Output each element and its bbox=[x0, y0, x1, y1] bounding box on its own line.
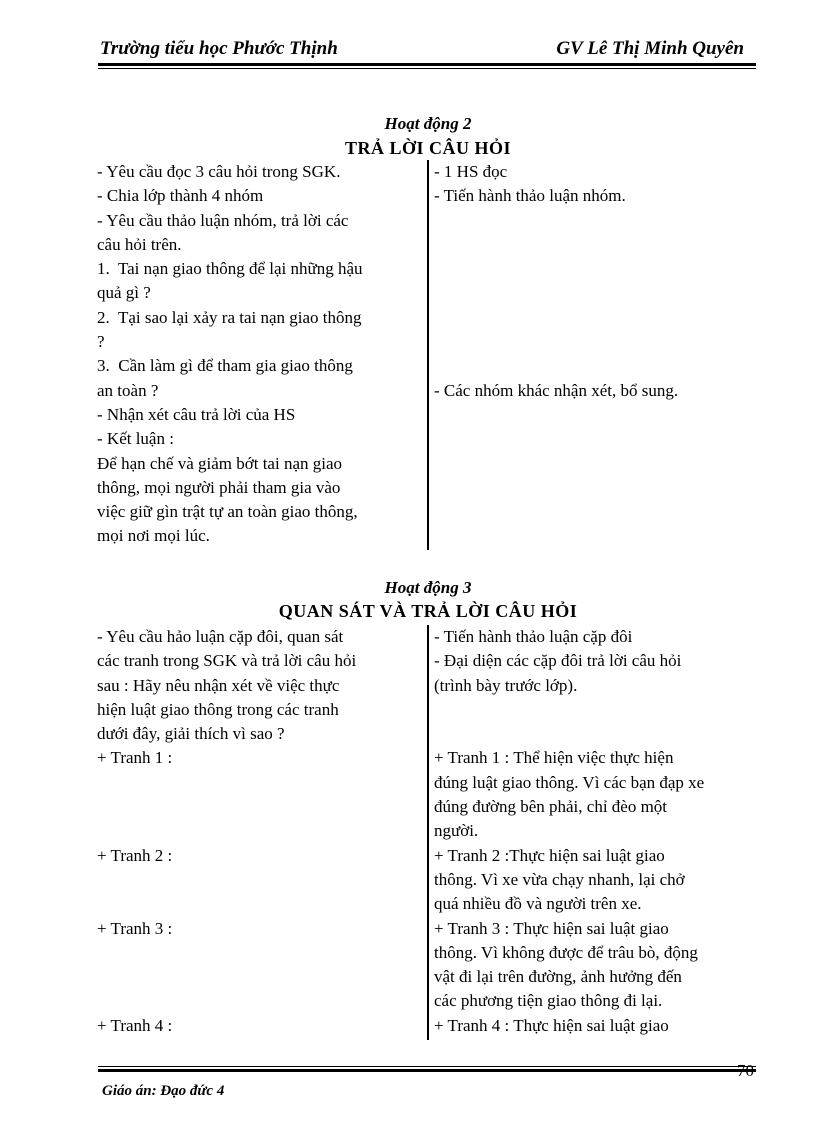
section2-left-column bbox=[97, 625, 356, 1038]
text-line: quá nhiều đồ và người trên xe. bbox=[434, 894, 642, 914]
footer-label: Giáo án: Đạo đức 4 bbox=[102, 1083, 225, 1099]
text-line: + Tranh 3 : bbox=[97, 918, 173, 938]
section1-right-column bbox=[434, 160, 678, 403]
text-line bbox=[97, 989, 356, 1013]
text-line: các phương tiện giao thông đi lại. bbox=[434, 991, 663, 1011]
text-line bbox=[434, 354, 678, 378]
text-line: + Tranh 2 :Thực hiện sai luật giao bbox=[434, 845, 665, 865]
section2-right-column bbox=[434, 625, 704, 1038]
page-number: 70 bbox=[737, 1061, 754, 1080]
text-line bbox=[97, 819, 356, 843]
text-line bbox=[434, 281, 678, 305]
text-line: dưới đây, giải thích vì sao ? bbox=[97, 724, 285, 744]
section1-column-divider bbox=[427, 160, 429, 550]
text-line: - Các nhóm khác nhận xét, bổ sung. bbox=[434, 380, 679, 400]
section1-subtitle: Hoạt động 2 bbox=[384, 114, 472, 133]
text-line: + Tranh 2 : bbox=[97, 845, 173, 865]
text-line: + Tranh 4 : bbox=[97, 1015, 173, 1035]
section2-column-divider bbox=[427, 625, 429, 1040]
text-line bbox=[434, 722, 704, 746]
section1-title: TRẢ LỜI CÂU HỎI bbox=[344, 138, 512, 158]
text-line bbox=[434, 209, 678, 233]
text-line: - 1 HS đọc bbox=[434, 162, 508, 181]
header-rule-thin bbox=[98, 68, 756, 69]
footer-rule-thin bbox=[98, 1066, 756, 1067]
section2-title: QUAN SÁT VÀ TRẢ LỜI CÂU HỎI bbox=[278, 601, 578, 621]
text-line: sau : Hãy nêu nhận xét về việc thực bbox=[97, 675, 340, 695]
text-line: ? bbox=[97, 332, 105, 352]
text-line: - Yêu cầu thảo luận nhóm, trả lời các bbox=[97, 210, 349, 230]
text-line: + Tranh 3 : Thực hiện sai luật giao bbox=[434, 918, 669, 938]
text-line: an toàn ? bbox=[97, 380, 159, 400]
text-line bbox=[434, 698, 704, 722]
text-line: câu hỏi trên. bbox=[97, 234, 182, 254]
text-line: + Tranh 1 : Thể hiện việc thực hiện bbox=[434, 748, 674, 768]
text-line: đúng luật giao thông. Vì các bạn đạp xe bbox=[434, 772, 705, 792]
text-line: các tranh trong SGK và trả lời câu hỏi bbox=[97, 651, 357, 671]
section2-subtitle: Hoạt động 3 bbox=[384, 578, 472, 597]
text-line: 3. Cần làm gì để tham gia giao thông bbox=[97, 356, 353, 376]
text-line bbox=[97, 941, 356, 965]
text-line bbox=[97, 868, 356, 892]
text-line: - Nhận xét câu trả lời của HS bbox=[97, 404, 296, 424]
text-line: mọi nơi mọi lúc. bbox=[97, 526, 210, 546]
text-line: - Đại diện các cặp đôi trả lời câu hỏi bbox=[434, 651, 682, 671]
header-teacher: GV Lê Thị Minh Quyên bbox=[556, 38, 744, 59]
text-line: + Tranh 4 : Thực hiện sai luật giao bbox=[434, 1015, 669, 1035]
text-line: việc giữ gìn trật tự an toàn giao thông, bbox=[97, 502, 358, 522]
text-line: người. bbox=[434, 821, 479, 841]
text-line: (trình bày trước lớp). bbox=[434, 675, 578, 695]
text-line: + Tranh 1 : bbox=[97, 748, 173, 768]
text-line: thông. Vì xe vừa chạy nhanh, lại chở bbox=[434, 869, 685, 889]
text-line: - Chia lớp thành 4 nhóm bbox=[97, 186, 264, 206]
text-line bbox=[97, 892, 356, 916]
header-rule-thick bbox=[98, 63, 756, 66]
text-line: - Tiến hành thảo luận nhóm. bbox=[434, 186, 626, 206]
text-line: - Yêu cầu hảo luận cặp đôi, quan sát bbox=[97, 627, 344, 646]
text-line: 2. Tại sao lại xảy ra tai nạn giao thông bbox=[97, 307, 362, 327]
text-line: Để hạn chế và giảm bớt tai nạn giao bbox=[97, 453, 343, 473]
text-line: - Tiến hành thảo luận cặp đôi bbox=[434, 627, 633, 646]
text-line bbox=[97, 795, 356, 819]
text-line: vật đi lại trên đường, ảnh hưởng đến bbox=[434, 967, 682, 987]
text-line bbox=[434, 233, 678, 257]
text-line: hiện luật giao thông trong các tranh bbox=[97, 699, 339, 719]
text-line bbox=[97, 771, 356, 795]
text-line: - Yêu cầu đọc 3 câu hỏi trong SGK. bbox=[97, 162, 341, 181]
text-line: - Kết luận : bbox=[97, 429, 174, 449]
header-school: Trường tiểu học Phước Thịnh bbox=[100, 38, 338, 59]
text-line bbox=[434, 257, 678, 281]
section1-left-column bbox=[97, 160, 363, 549]
text-line: thông, mọi người phải tham gia vào bbox=[97, 477, 341, 497]
text-line: thông. Vì không được để trâu bò, động bbox=[434, 942, 698, 962]
text-line: quả gì ? bbox=[97, 283, 151, 303]
footer-rule-thick bbox=[98, 1069, 756, 1072]
text-line: đúng đường bên phải, chỉ đèo một bbox=[434, 797, 668, 817]
text-line bbox=[97, 965, 356, 989]
text-line bbox=[434, 330, 678, 354]
text-line bbox=[434, 306, 678, 330]
text-line: 1. Tai nạn giao thông để lại những hậu bbox=[97, 259, 363, 279]
